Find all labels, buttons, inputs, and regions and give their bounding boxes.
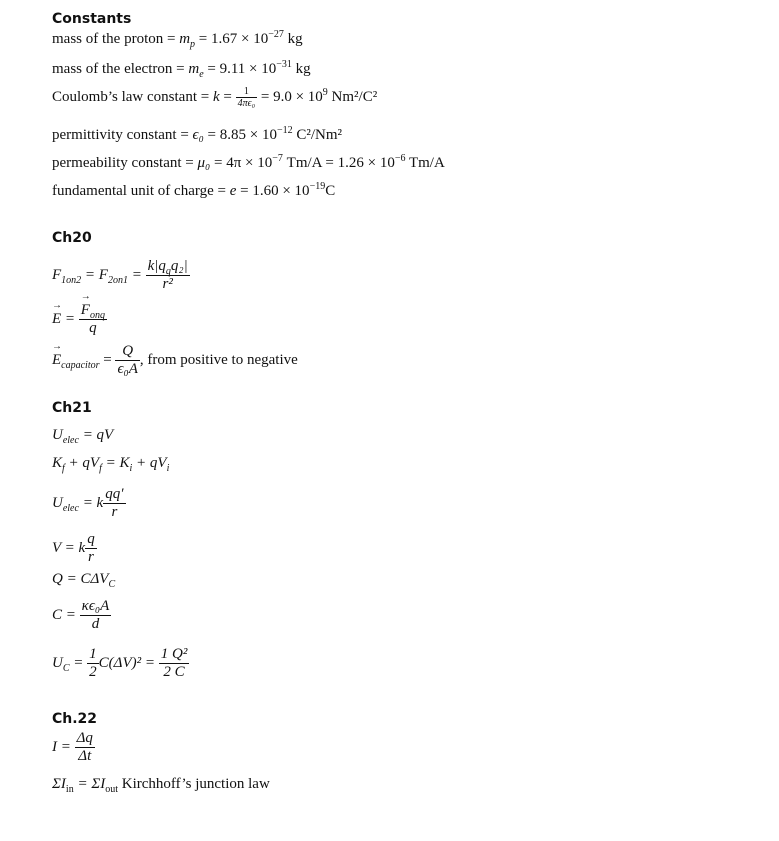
electric-field-formula: → E = → $\frac{F_{onq}}{q}$: [52, 302, 107, 337]
half-q-squared-over-c-fraction: $\frac{\text{1 Q²}}{2 C}$: [160, 646, 188, 680]
proton-mass-line: mass of the proton = $m_p = 1.67 \times 10^{-27}$ kg: [52, 29, 303, 50]
coulomb-fraction: $\frac{1}{\text{4πϵ₀}}$: [237, 86, 256, 109]
point-charge-potential-fraction: $\frac{q}{r}$: [87, 531, 95, 565]
point-charge-energy-formula: $U_{elec} = k$ $\frac{qq'}{r}$: [52, 486, 124, 520]
capacitance-formula: C = $\frac{\text{κϵ₀A}}{d}$: [52, 598, 110, 632]
point-charge-potential-formula: V = k $\frac{q}{r}$: [52, 531, 95, 565]
coulomb-force-fraction: $\frac{k|q_qq_2|}{\text{r²}}$: [147, 258, 188, 292]
current-formula: I = $\frac{\Delta q}{\Delta t}$: [52, 730, 93, 764]
capacitance-fraction: $\frac{\text{κϵ₀A}}{d}$: [81, 598, 110, 632]
electric-potential-energy-formula: $U_{elec}$ = qV: [52, 427, 114, 446]
charge-line: fundamental unit of charge = $e = 1.60 \times 10^{-19}C$: [52, 181, 336, 199]
permeability-line: permeability constant = $\mu_0 = 4\pi \times 10^{-7}$ $Tm/A = 1.26 \times 10^{-6}$ Tm/A: [52, 153, 445, 171]
permittivity-line: permittivity constant = $\epsilon_0 = 8.85 \times 10^{-12}$ C²/Nm²: [52, 125, 343, 143]
point-charge-energy-fraction: $\frac{qq'}{r}$: [105, 486, 124, 520]
one-half-fraction: $\frac{1}{2}$: [89, 646, 97, 680]
energy-conservation-formula: $K_f + qV_f = K_i + qV_i$: [52, 455, 170, 474]
capacitor-field-fraction: $\frac{Q}{\text{ϵ₀A}}$: [117, 343, 138, 377]
capacitor-charge-formula: $Q = C\Delta V_C$: [52, 571, 116, 590]
ch21-heading: Ch21: [52, 400, 92, 416]
ch20-heading: Ch20: [52, 230, 92, 246]
coulomb-force-formula: $F_{1on2} = F_{2on1}$ = $\frac{k|q_qq_2|}{\text{r²}}$: [52, 258, 188, 292]
ch22-heading: Ch.22: [52, 711, 98, 727]
coulomb-constant-line: Coulomb’s law constant = k = $\frac{1}{\text{4πϵ₀}}$ = $9.0 \times 10^9$ Nm²/C²: [52, 86, 378, 109]
electric-field-fraction: → $\frac{F_{onq}}{q}$: [79, 302, 107, 337]
kirchhoff-junction-law: $\Sigma I_{in} = \Sigma I_{out}$ Kirchhoff’s junction law: [52, 776, 270, 795]
capacitor-energy-formula: $U_C$ = $\frac{1}{2}$ C(ΔV)² = $\frac{\text{1 Q²}}{2 C}$: [52, 646, 188, 680]
current-fraction: $\frac{\Delta q}{\Delta t}$: [76, 730, 93, 764]
constants-heading: Constants: [52, 11, 132, 27]
electron-mass-line: mass of the electron = $m_e = 9.11 \times 10^{-31}$ kg: [52, 59, 311, 80]
capacitor-field-formula: → $E_{capacitor}$ = $\frac{Q}{\text{ϵ₀A}}$ , from positive to negative: [52, 343, 298, 378]
